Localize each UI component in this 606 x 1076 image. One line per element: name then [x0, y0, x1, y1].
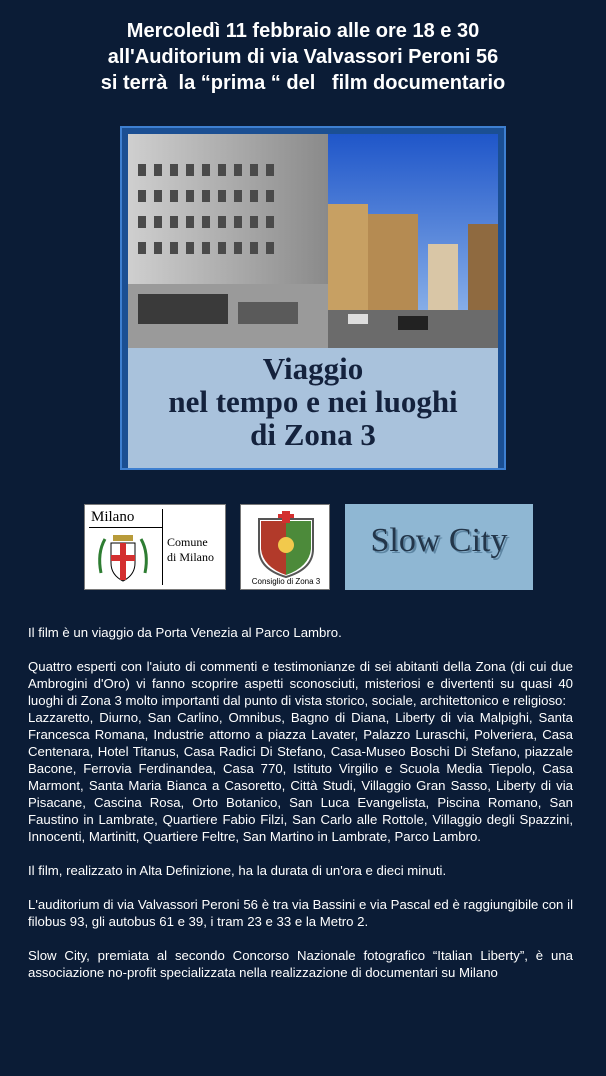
logo-divider-vertical: [162, 509, 163, 585]
poster-title: [128, 348, 498, 468]
slow-city-wordmark: Slow City: [370, 522, 508, 559]
paragraph-intro: Il film è un viaggio da Porta Venezia al Parco Lambro.: [28, 625, 342, 640]
zona-3-caption: Consiglio di Zona 3: [251, 577, 321, 586]
milano-wordmark: Milano: [91, 509, 135, 525]
comune-di-milano-logo: [84, 504, 226, 590]
street-photo: [128, 134, 498, 348]
logo-divider-horizontal: [89, 527, 162, 528]
film-poster: [120, 126, 506, 470]
paragraph-places-list: Lazzaretto, Diurno, San Carlino, Omnibus, Bagno di Diana, Liberty di via Malpighi, Santa Francesca Romana, Industrie attorno a piazza Lavater, Palazzo Luraschi, Polveriera, Casa Centenara, Hotel Titanus, Casa Radici Di Stefano, Casa-Museo Boschi Di Stefano, piazzale Bacone, Ferrovia Ferdinandea, Casa 770, Istituto Virgilio e Scuola Media Tiepolo, Casa Marmont, Santa Maria Bianca a Casoretto, Città Studi, Villaggio Gran Sasso, Liberty di via Pisacane, Cascina Rosa, Orto Botanico, San Luca Evangelista, Piscina Romano, San Faustino in Lambrate, Quartiere Fabio Filzi, San Carlo alle Rottole, Villaggio degli Spazzini, Innocenti, Martinitt, Quartiere Feltre, San Martino in Lambrate, Parco Lambro.: [28, 710, 573, 844]
paragraph-directions: L'auditorium di via Valvassori Peroni 56 è tra via Bassini e via Pascal ed è raggiungibile con il filobus 93, gli autobus 61 e 39, i tram 23 e 33 e la Metro 2.: [28, 897, 573, 929]
headline-line-2: all'Auditorium di via Valvassori Peroni 56: [107, 46, 499, 68]
slow-city-logo: [345, 504, 533, 590]
comune-line-2: di Milano: [167, 550, 214, 564]
paragraph-slow-city: Slow City, premiata al secondo Concorso Nazionale fotografico “Italian Liberty”, è una associazione no-profit specializzata nella realizzazione di documentari su Milano: [28, 948, 573, 980]
paragraph-duration: Il film, realizzato in Alta Definizione, ha la durata di un'ora e dieci minuti.: [28, 863, 447, 878]
paragraph-experts: Quattro esperti con l'aiuto di commenti e testimonianze di sei abitanti della Zona (di cui due Ambrogini d'Oro) vi fanno scoprire aspetti sconosciuti, misteriosi e divertenti su quasi 40 luoghi di Zona 3 molto importanti dal punto di vista storico, sociale, architettonico e religioso:: [28, 659, 573, 708]
headline: [0, 18, 606, 96]
headline-line-1: Mercoledì 11 febbraio alle ore 18 e 30: [126, 20, 480, 42]
zona-3-crest-icon: [251, 509, 321, 579]
comune-line-1: Comune: [167, 535, 208, 549]
milano-coat-of-arms-icon: [95, 533, 151, 585]
event-description: [28, 624, 573, 998]
poster-title-line-2: nel tempo e nei luoghi: [168, 384, 458, 419]
consiglio-zona-3-logo: [240, 504, 330, 590]
headline-line-3: si terrà la “prima “ del film documentario: [100, 72, 506, 94]
comune-di-milano-text: [167, 535, 214, 565]
poster-title-line-1: Viaggio: [262, 351, 364, 386]
street-photo-image: [128, 134, 498, 348]
poster-title-line-3: di Zona 3: [250, 417, 376, 452]
